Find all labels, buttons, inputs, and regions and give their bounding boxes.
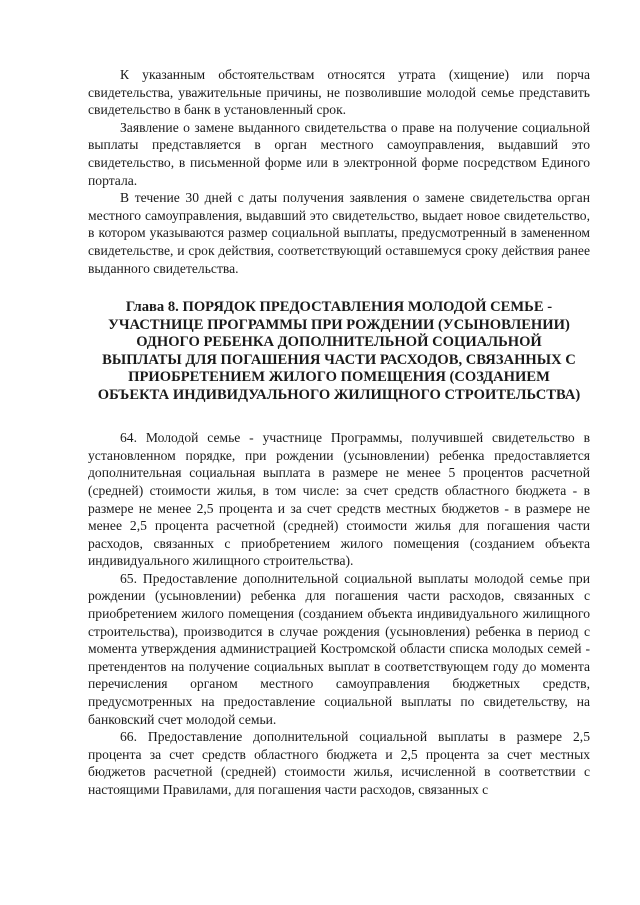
chapter-title: Глава 8. ПОРЯДОК ПРЕДОСТАВЛЕНИЯ МОЛОДОЙ СЕМЬЕ - УЧАСТНИЦЕ ПРОГРАММЫ ПРИ РОЖДЕНИИ (УСЫНОВЛЕНИИ) ОДНОГО РЕБЕНКА ДОПОЛНИТЕЛЬНОЙ СОЦИАЛЬНОЙ ВЫПЛАТЫ ДЛЯ ПОГАШЕНИЯ ЧАСТИ РАСХОДОВ, СВЯЗАННЫХ С ПРИОБРЕТЕНИЕМ ЖИЛОГО ПОМЕЩЕНИЯ (СОЗДАНИЕМ ОБЪЕКТА ИНДИВИДУАЛЬНОГО ЖИЛИЩНОГО СТРОИТЕЛЬСТВА) [97,299,581,403]
document-page [88,66,590,799]
paragraph-new-certificate: В течение 30 дней с даты получения заявления о замене свидетельства орган местного самоуправления, выдавший это свидетельство, выдает новое свидетельство, в котором указываются размер социальной выплаты, предусмотренный в замененном свидетельстве, и срок действия, соответствующий оставшемуся сроку действия ранее выданного свидетельства. [88,190,590,276]
item-65: 65. Предоставление дополнительной социальной выплаты молодой семье при рождении (усыновлении) ребенка для погашения части расходов, связанных с приобретением жилого помещения (созданием объекта индивидуального жилищного строительства), производится в случае рождения (усыновления) ребенка в период с момента утверждения администрацией Костромской области списка молодых семей - претендентов на получение социальных выплат в соответствующем году до момента перечисления органом местного самоуправления бюджетных средств, предусмотренных на предоставление социальной выплаты по свидетельству, на банковский счет молодой семьи. [88,570,590,727]
item-64: 64. Молодой семье - участнице Программы, получившей свидетельство в установленном порядке, при рождении (усыновлении) ребенка предоставляется дополнительная социальная выплата в размере не менее 5 процентов расчетной (средней) стоимости жилья, в том числе: за счет средств областного бюджета - в размере не менее 2,5 процента и за счет средств местных бюджетов - в размере не менее 2,5 процента расчетной (средней) стоимости жилья для погашения части расходов, связанных с приобретением жилого помещения (созданием объекта индивидуального жилищного строительства). [88,430,590,569]
paragraph-circumstances: К указанным обстоятельствам относятся утрата (хищение) или порча свидетельства, уважительные причины, не позволившие молодой семье представить свидетельство в банк в установленный срок. [88,67,590,118]
item-66: 66. Предоставление дополнительной социальной выплаты в размере 2,5 процента за счет средств областного бюджета и 2,5 процента за счет местных бюджетов расчетной (средней) стоимости жилья, исчисленной в соответствии с настоящими Правилами, для погашения части расходов, связанных с [88,729,590,797]
paragraph-replacement-application: Заявление о замене выданного свидетельства о праве на получение социальной выплаты представляется в орган местного самоуправления, выдавший это свидетельство, в письменной форме или в электронной форме посредством Единого портала. [88,119,590,188]
